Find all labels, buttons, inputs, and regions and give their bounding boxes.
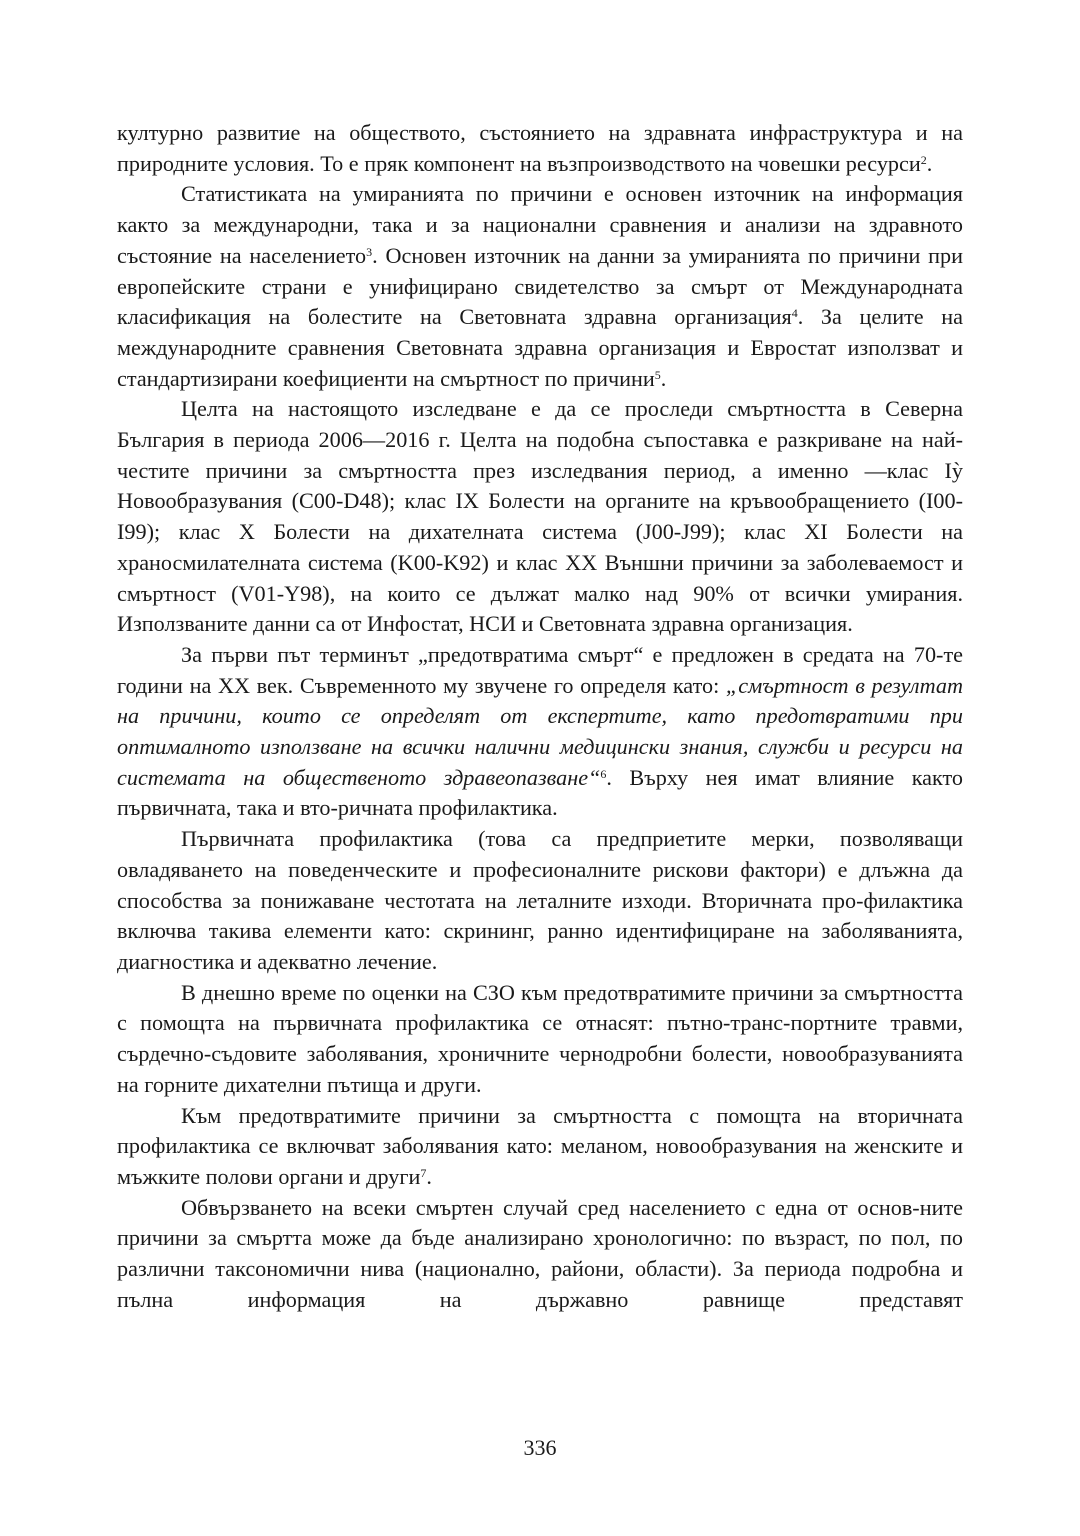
paragraph-8 xyxy=(117,1193,963,1316)
paragraph-2 xyxy=(117,179,963,394)
paragraph-4-lead: За първи път терминът „предотвратима смърт“ е предложен в средата на 70-те години на XX век. Съвременното му звучене го определя като: xyxy=(117,641,963,698)
body-text xyxy=(117,118,963,1315)
page-number: 336 xyxy=(523,1435,557,1460)
footnote-ref-3[interactable]: 3 xyxy=(366,244,373,259)
paragraph-2-part-3: . За целите на международните сравнения Световната здравна организация и Евростат използват и стандартизирани коефициенти на смъртност по причини xyxy=(117,304,963,391)
paragraph-2-part-2: . Основен източник на данни за умиранията по причини при европейските страни е унифицирано свидетелство за смърт от Международната класификация на болестите на Световната здравна организация xyxy=(117,242,964,330)
paragraph-7-text: Към предотвратимите причини за смъртността с помощта на вторичната профилактика се включват заболявания като: меланом, новообразувания на женските и мъжките полови органи и други xyxy=(117,1102,963,1189)
paragraph-4-tail: . Върху нея имат влияние както първичната, така и вто-ричната профилактика. xyxy=(117,764,963,821)
paragraph-7 xyxy=(117,1101,963,1193)
paragraph-4-quote: „смъртност в резултат на причини, които се определят от експертите, като предотвратими при оптималното използване на всички налични медицински знания, служби и ресурси на системата на общественото здравеопазване“ xyxy=(117,672,963,790)
paragraph-1-end: . xyxy=(926,150,933,176)
paragraph-5-text: Първичната профилактика (това са предприетите мерки, позволяващи овладяването на поведенческите и професионалните рискови фактори) е длъжна да способства за понижаване честотата на леталните изходи. Вторичната про-филактика включва такива елементи като: скрининг, ранно идентифициране на заболяванията, диагностика и адекватно лечение. xyxy=(117,826,963,974)
paragraph-6-text: В днешно време по оценки на СЗО към предотвратимите причини за смъртността с помощта на първичната профилактика се отнасят: пътно-транс-портните травми, сърдечно-съдовите заболявания, хроничните чернодробни болести, новообразуванията на горните дихателни пътища и други. xyxy=(117,979,963,1097)
footnote-ref-4[interactable]: 4 xyxy=(791,306,798,321)
paragraph-8-text: Обвързването на всеки смъртен случай сред населението с една от основ-ните причини за смъртта може да бъде анализирано хронологично: по възраст, по пол, по различни таксономични нива (национално, райони, области). За периода подробна и пълна информация на държавно равнище представят xyxy=(117,1194,963,1312)
paragraph-3-text: Целта на настоящото изследване е да се проследи смъртността в Северна България в периода 2006—2016 г. Целта на подобна съпоставка е разкриване на най-честите причини за смъртността през изследвания период, а именно —клас Iỳ Новообразувания (C00-D48); клас IX Болести на органите на кръвообращението (I00-I99); клас X Болести на дихателната система (J00-J99); клас XI Болести на храносмилателната система (K00-K92) и клас XX Външни причини за заболеваемост и смъртност (V01-Y98), на които се дължат малко над 90% от всички умирания. Използваните данни са от Инфостат, НСИ и Световната здравна организация. xyxy=(117,396,963,637)
footnote-ref-6[interactable]: 6 xyxy=(600,766,607,781)
paragraph-2-part-1: Статистиката на умиранията по причини е основен източник на информация както за международни, така и за национални сравнения и анализи на здравното състояние на населението xyxy=(117,181,963,268)
footnote-ref-2[interactable]: 2 xyxy=(920,152,927,167)
paragraph-1 xyxy=(117,118,963,179)
footnote-ref-5[interactable]: 5 xyxy=(654,367,661,382)
paragraph-3 xyxy=(117,394,963,640)
paragraph-6 xyxy=(117,978,963,1101)
paragraph-1-text: културно развитие на обществото, състоянието на здравната инфраструктура и на природните условия. То е пряк компонент на възпроизводството на човешки ресурси xyxy=(117,120,963,176)
paragraph-7-end: . xyxy=(426,1163,432,1189)
footnote-ref-7[interactable]: 7 xyxy=(420,1165,427,1180)
paragraph-2-end: . xyxy=(660,365,667,391)
paragraph-4 xyxy=(117,640,963,824)
paragraph-5 xyxy=(117,824,963,978)
